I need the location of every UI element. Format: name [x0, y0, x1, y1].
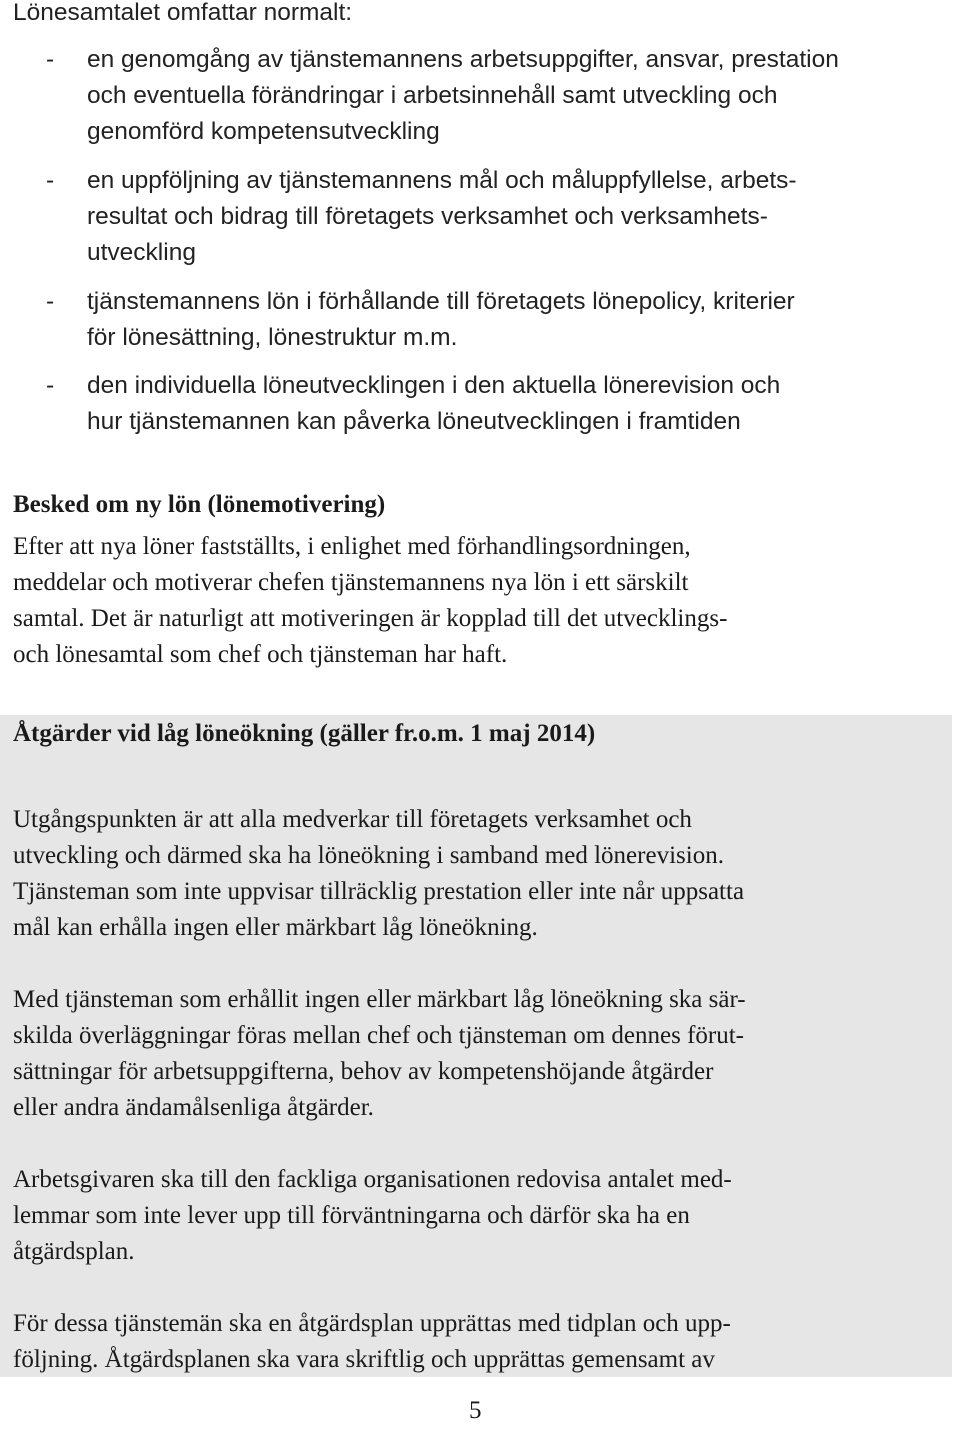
paragraph: [13, 1306, 943, 1378]
list-item-line: tjänstemannens lön i förhållande till företagets lönepolicy, kriterier: [87, 288, 795, 315]
paragraph-line: Utgångspunkten är att alla medverkar till företagets verksamhet och: [13, 806, 692, 833]
paragraph-line: åtgärdsplan.: [13, 1238, 135, 1265]
paragraph-line: Efter att nya löner fastställts, i enlighet med förhandlingsordningen,: [13, 533, 691, 560]
paragraph: [13, 1162, 943, 1270]
bullet-dash: -: [46, 46, 55, 73]
section-heading: Besked om ny lön (lönemotivering): [13, 491, 386, 518]
list-item-line: en uppföljning av tjänstemannens mål och måluppfyllelse, arbets-: [87, 167, 797, 194]
section-heading: Åtgärder vid låg löneökning (gäller fr.o.m. 1 maj 2014): [13, 720, 596, 747]
paragraph-line: eller andra ändamålsenliga åtgärder.: [13, 1094, 374, 1121]
intro-heading: Lönesamtalet omfattar normalt:: [13, 0, 353, 26]
paragraph-line: sättningar för arbetsuppgifterna, behov av kompetenshöjande åtgärder: [13, 1058, 714, 1085]
paragraph-line: skilda överläggningar föras mellan chef och tjänsteman om dennes förut-: [13, 1022, 745, 1049]
list-item-line: för lönesättning, lönestruktur m.m.: [87, 324, 458, 351]
paragraph-line: mål kan erhålla ingen eller märkbart låg löneökning.: [13, 914, 538, 941]
paragraph-line: Med tjänsteman som erhållit ingen eller märkbart låg löneökning ska sär-: [13, 986, 746, 1013]
paragraph-line: För dessa tjänstemän ska en åtgärdsplan upprättas med tidplan och upp-: [13, 1310, 731, 1337]
paragraph-line: meddelar och motiverar chefen tjänstemannens nya lön i ett särskilt: [13, 569, 689, 596]
lonemotivering-section: [13, 487, 943, 673]
paragraph-line: lemmar som inte lever upp till förväntningarna och därför ska ha en: [13, 1202, 690, 1229]
list-item-line: en genomgång av tjänstemannens arbetsuppgifter, ansvar, prestation: [87, 46, 839, 73]
list-item-line: och eventuella förändringar i arbetsinnehåll samt utveckling och: [87, 82, 778, 109]
list-item-line: hur tjänstemannen kan påverka löneutvecklingen i framtiden: [87, 408, 741, 435]
list-item-line: utveckling: [87, 239, 196, 266]
paragraph-line: Arbetsgivaren ska till den fackliga organisationen redovisa antalet med-: [13, 1166, 732, 1193]
paragraph-line: följning. Åtgärdsplanen ska vara skriftlig och upprättas gemensamt av: [13, 1346, 715, 1373]
list-item-line: den individuella löneutvecklingen i den aktuella lönerevision och: [87, 372, 781, 399]
paragraph: [13, 802, 943, 946]
list-item-line: resultat och bidrag till företagets verksamhet och verksamhets-: [87, 203, 768, 230]
bullet-dash: -: [46, 288, 55, 315]
paragraph-line: utveckling och därmed ska ha löneökning i samband med lönerevision.: [13, 842, 724, 869]
list-item-line: genomförd kompetensutveckling: [87, 118, 440, 145]
paragraph-line: och lönesamtal som chef och tjänsteman har haft.: [13, 641, 508, 668]
bullet-dash: -: [46, 372, 55, 399]
atgarder-section: [13, 716, 943, 1373]
paragraph: [13, 982, 943, 1126]
paragraph-line: samtal. Det är naturligt att motiveringen är kopplad till det utvecklings-: [13, 605, 728, 632]
paragraph-line: Tjänsteman som inte uppvisar tillräcklig prestation eller inte når uppsatta: [13, 878, 745, 905]
bullet-dash: -: [46, 167, 55, 194]
page-number: 5: [469, 1397, 482, 1424]
